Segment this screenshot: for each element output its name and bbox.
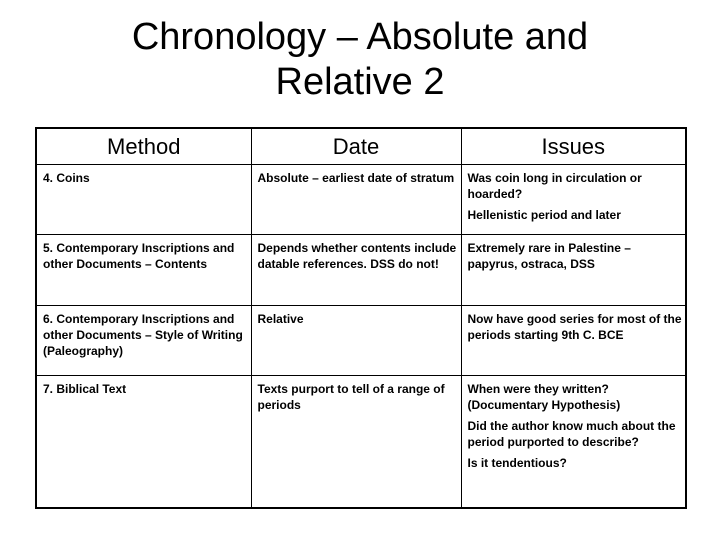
- slide-title-line-2: Relative 2: [275, 61, 445, 103]
- cell-paragraph: When were they written? (Documentary Hypothesis): [467, 382, 621, 412]
- table-header-row: [36, 128, 686, 165]
- table-row-paleography: [36, 306, 686, 376]
- table-row-biblical-text: [36, 376, 686, 509]
- cell-date-coins: [251, 165, 461, 235]
- cell-paragraph: Relative: [257, 312, 304, 326]
- cell-paragraph: 5. Contemporary Inscriptions and other Documents – Contents: [43, 241, 235, 271]
- cell-method-paleography: [36, 306, 251, 376]
- cell-paragraph: 4. Coins: [43, 171, 90, 185]
- slide-title: [0, 15, 720, 105]
- column-header-issues: Issues: [461, 128, 686, 165]
- cell-issues-coins: [461, 165, 686, 235]
- cell-issues-biblical-text: [461, 376, 686, 509]
- table-row-coins: [36, 165, 686, 235]
- slide-title-line-1: Chronology – Absolute and: [131, 16, 589, 58]
- cell-date-paleography: [251, 306, 461, 376]
- cell-method-inscriptions-contents: [36, 235, 251, 306]
- cell-issues-paleography: [461, 306, 686, 376]
- cell-paragraph: Texts purport to tell of a range of periods: [257, 382, 445, 412]
- cell-method-biblical-text: [36, 376, 251, 509]
- cell-paragraph: 6. Contemporary Inscriptions and other Documents – Style of Writing (Paleography): [43, 312, 243, 358]
- table-row-inscriptions-contents: [36, 235, 686, 306]
- cell-date-biblical-text: [251, 376, 461, 509]
- cell-method-coins: [36, 165, 251, 235]
- cell-paragraph: Depends whether contents include datable references. DSS do not!: [257, 241, 457, 271]
- chronology-table: [35, 127, 687, 509]
- cell-paragraph: Extremely rare in Palestine – papyrus, ostraca, DSS: [467, 241, 631, 271]
- cell-date-inscriptions-contents: [251, 235, 461, 306]
- cell-paragraph: 7. Biblical Text: [43, 382, 127, 396]
- cell-paragraph: Absolute – earliest date of stratum: [257, 171, 455, 185]
- cell-paragraph: Was coin long in circulation or hoarded?: [467, 171, 642, 201]
- column-header-method: Method: [36, 128, 251, 165]
- column-header-date: Date: [251, 128, 461, 165]
- cell-paragraph: Now have good series for most of the periods starting 9th C. BCE: [467, 312, 682, 342]
- cell-issues-inscriptions-contents: [461, 235, 686, 306]
- cell-paragraph: Did the author know much about the period purported to describe?: [467, 419, 676, 449]
- cell-paragraph: Hellenistic period and later: [467, 208, 621, 222]
- cell-paragraph: Is it tendentious?: [467, 456, 567, 470]
